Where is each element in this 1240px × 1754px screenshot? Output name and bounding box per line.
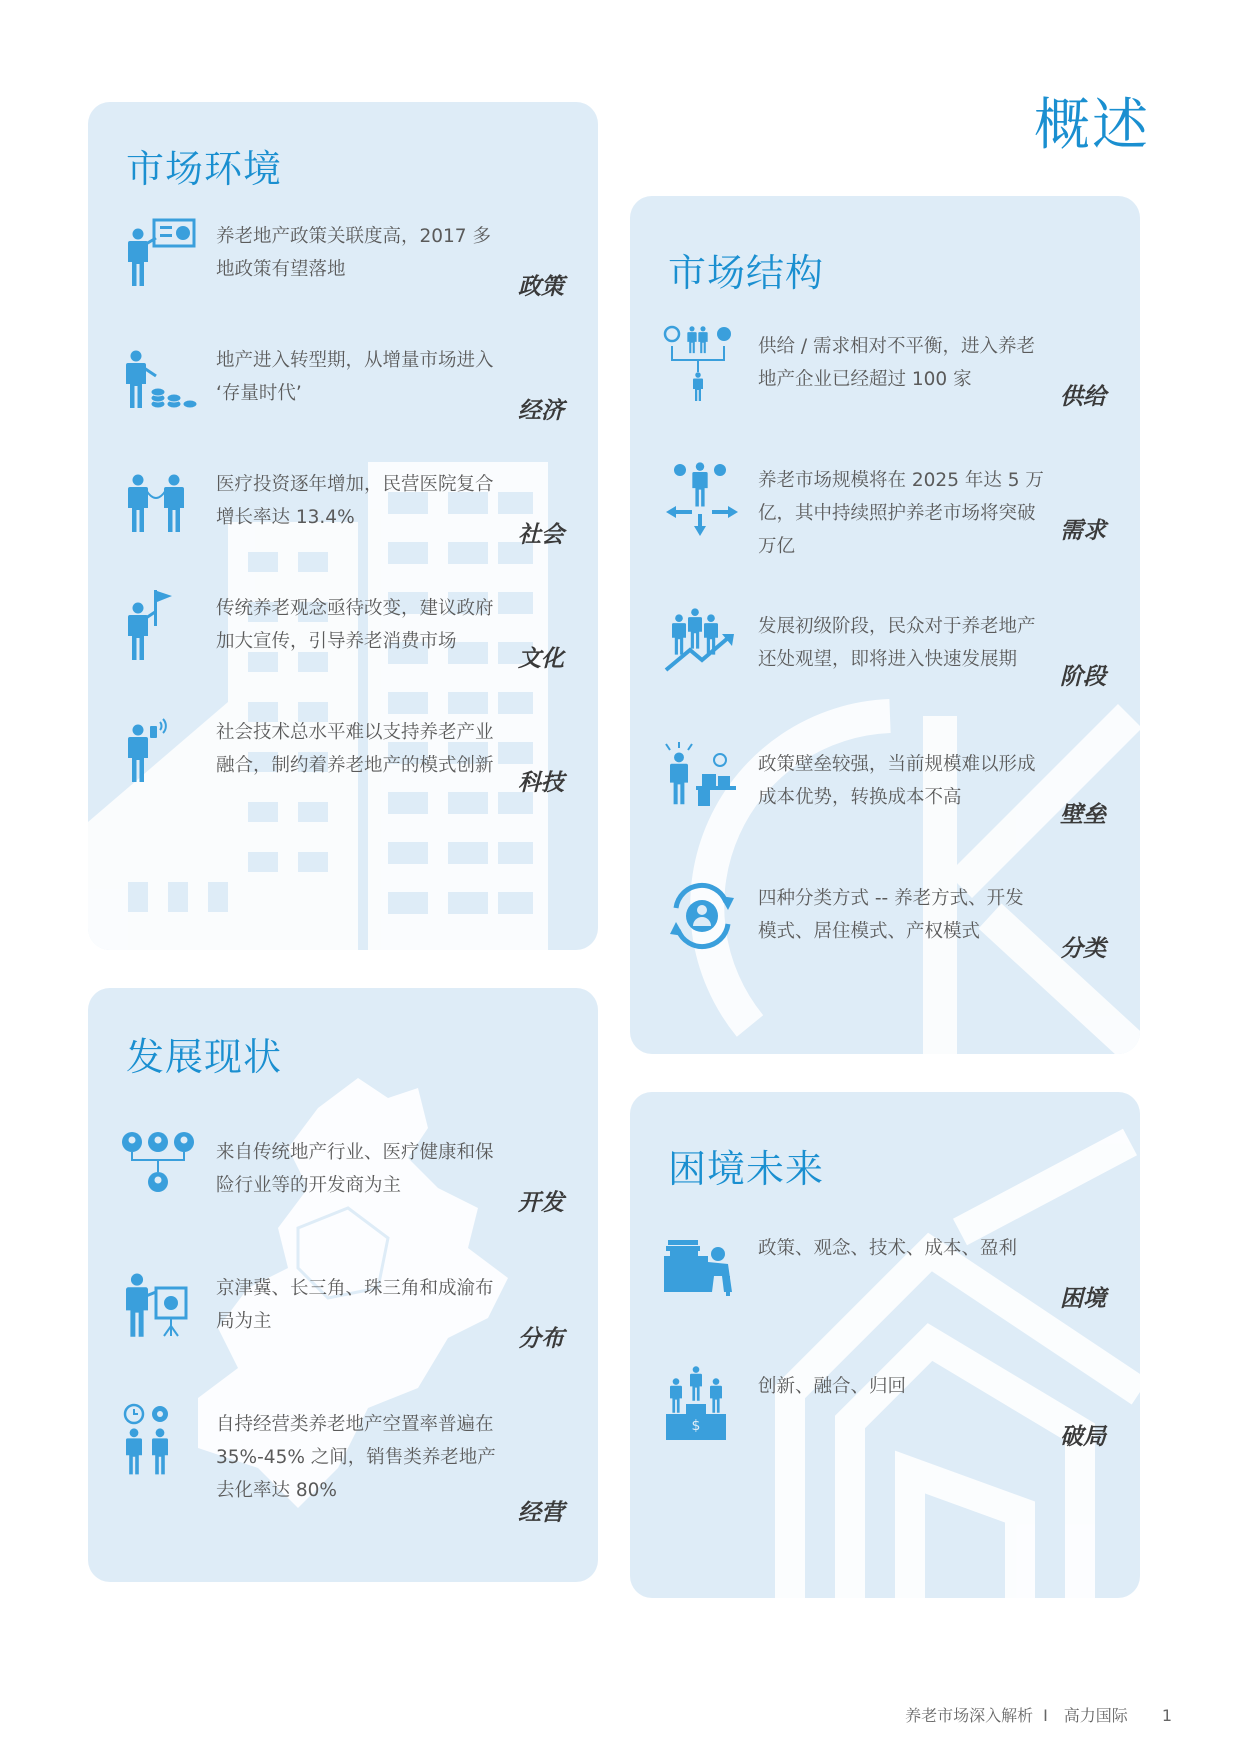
item-description-line: 亿，其中持续照护养老市场将突破 [758,503,1036,524]
item-tag: 壁垒 [1060,802,1106,828]
item-description-line: 四种分类方式 -- 养老方式、开发 [758,888,1024,909]
growth-team-icon [662,604,742,684]
item-tag: 分布 [518,1326,564,1352]
list-item [88,462,598,572]
item-tag: 社会 [518,522,564,548]
item-tag: 阶段 [1060,664,1106,690]
person-coins-icon [120,338,200,418]
podium-people-icon [662,1364,742,1444]
group-hierarchy-icon [120,1130,200,1210]
person-cycle-icon [662,876,742,956]
item-description-line: 模式、居住模式、产权模式 [758,921,981,942]
item-tag: 分类 [1060,936,1106,962]
person-phone-icon [120,710,200,790]
item-description-line: 养老市场规模将在 2025 年达 5 万 [758,470,1044,491]
dilemma-future-card [630,1092,1140,1598]
item-description-line: 35%-45% 之间，销售类养老地产 [216,1447,496,1468]
item-description-line: 来自传统地产行业、医疗健康和保 [216,1142,494,1163]
item-tag: 文化 [518,646,564,672]
item-description-line: 地政策有望落地 [216,259,346,280]
item-description-line: ‘存量时代’ [216,383,302,404]
market-environment-card [88,102,598,950]
item-description-line: 政策、观念、技术、成本、盈利 [758,1238,1018,1259]
item-description-line: 成本优势，转换成本不高 [758,787,962,808]
card-title: 市场结构 [668,251,825,295]
item-description-line: 传统养老观念亟待改变，建议政府 [216,598,494,619]
presenter-chart-icon [120,214,200,294]
item-description-line: 险行业等的开发商为主 [216,1175,402,1196]
item-description-line: 地产进入转型期，从增量市场进入 [216,350,494,371]
item-description-line: 加大宣传，引导养老消费市场 [216,631,457,652]
two-people-talking-icon [120,462,200,542]
person-flag-icon [120,586,200,666]
list-item [630,1226,1140,1336]
item-description-line: 养老地产政策关联度高，2017 多 [216,226,491,247]
item-tag: 经营 [518,1500,564,1526]
card-title: 市场环境 [126,147,283,191]
item-description-line: 社会技术总水平难以支持养老产业 [216,722,494,743]
page-footer [899,1703,1172,1726]
list-item [88,1266,598,1376]
item-description-line: 京津冀、长三角、珠三角和成渝布 [216,1278,494,1299]
list-item [88,710,598,820]
stressed-worker-icon [662,742,742,822]
page-number: 1 [1161,1706,1172,1725]
svg-text:$: $ [691,1418,701,1434]
report-name: 养老市场深入解析 [905,1706,1034,1725]
item-tag: 供给 [1060,384,1106,410]
item-description-line: 万亿 [758,536,796,557]
list-item [630,1364,1140,1474]
item-description-line: 去化率达 80% [216,1480,338,1501]
item-tag: 困境 [1060,1286,1106,1312]
list-item [88,1130,598,1240]
clock-gear-people-icon [120,1402,200,1482]
item-description-line: 融合，制约着养老地产的模式创新 [216,755,494,776]
item-description-line: 发展初级阶段，民众对于养老地产 [758,616,1036,637]
item-tag: 科技 [518,770,564,796]
item-description-line: 增长率达 13.4% [216,507,355,528]
market-structure-card [630,196,1140,1054]
item-description-line: 还处观望，即将进入快速发展期 [758,649,1018,670]
list-item [88,338,598,448]
item-tag: 经济 [518,398,564,424]
item-tag: 需求 [1060,518,1106,544]
card-title: 困境未来 [668,1147,825,1191]
list-item [630,876,1140,986]
supply-network-icon [662,324,742,404]
item-description-line: 供给 / 需求相对不平衡，进入养老 [758,336,1035,357]
company-name: 高力国际 [1063,1706,1128,1725]
list-item [630,458,1140,568]
list-item [630,742,1140,852]
item-description-line: 医疗投资逐年增加，民营医院复合 [216,474,494,495]
item-description-line: 政策壁垒较强，当前规模难以形成 [758,754,1036,775]
tired-worker-desk-icon [662,1226,742,1306]
list-item [630,604,1140,714]
list-item [88,214,598,324]
footer-separator: I [1043,1706,1048,1725]
item-tag: 开发 [518,1190,564,1216]
item-tag: 政策 [518,274,564,300]
presenter-board-icon [120,1266,200,1346]
list-item [88,1402,598,1526]
item-description-line: 地产企业已经超过 100 家 [758,369,972,390]
person-money-arrows-icon [662,458,742,538]
item-description-line: 局为主 [216,1311,272,1332]
item-tag: 破局 [1060,1424,1106,1450]
item-description-line: 自持经营类养老地产空置率普遍在 [216,1414,494,1435]
page-title: 概述 [1034,93,1150,158]
card-title: 发展现状 [126,1035,283,1079]
development-status-card [88,988,598,1582]
list-item [88,586,598,696]
item-description-line: 创新、融合、归回 [758,1376,907,1397]
list-item [630,324,1140,434]
